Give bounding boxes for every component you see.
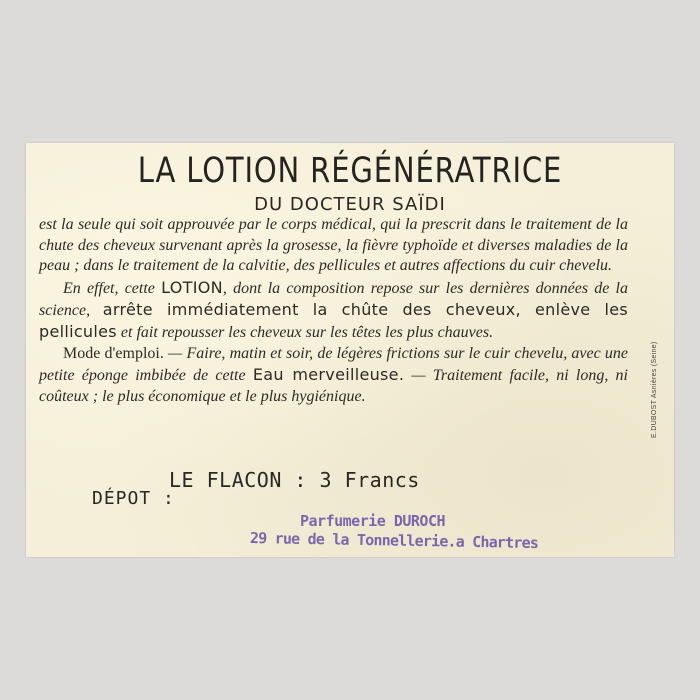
text-segment: , dont la composition repose sur les dernières données de la science, [39,280,628,319]
printer-mark: E.DUBOST Asnières (Seine) [651,341,658,438]
paragraph-effects [39,278,628,343]
paragraph-intro: est la seule qui soit approuvée par le corps médical, qui la prescrit dans le traitement de la chute des cheveux survenant après la grosesse, la fièvre typhoïde et diverses maladies de la peau ; dans le traitement de la calvitie, des pellicules et autres affections du cuir chevelu. [39,216,628,275]
text-segment-upright: LOTION [161,278,223,298]
text-segment-upright: Eau merveilleuse. [252,364,405,384]
stamp-shop-address: 29 rue de la Tonnellerie.a Chartres [249,529,539,553]
price-line: LE FLACON : 3 Francs [169,468,420,492]
card-body [39,215,628,407]
text-segment-upright: arrête immédiatement la chûte des cheveux, enlève les pellicules [39,299,629,341]
card-subtitle: DU DOCTEUR SAÏDI [254,194,446,215]
text-segment: — Faire, matin et soir, de légères frictions sur le cuir chevelu, avec une petite éponge imbibée de cette [39,345,629,384]
paragraph-usage [39,344,628,407]
card-title: LA LOTION RÉGÉNÉRATRICE [137,151,563,191]
text-segment: et fait repousser les cheveux sur les têtes les plus chauves. [116,323,494,341]
stamp-shop-name: Parfumerie DUROCH [300,512,446,530]
advertising-card [26,143,674,557]
text-segment: — Traitement facile, ni long, ni coûteux ; le plus économique et le plus hygiénique. [39,366,628,405]
depot-label: DÉPOT : [92,488,175,509]
text-segment-upright: Mode d'emploi. [63,345,164,363]
text-segment: En effet, cette [63,280,162,298]
